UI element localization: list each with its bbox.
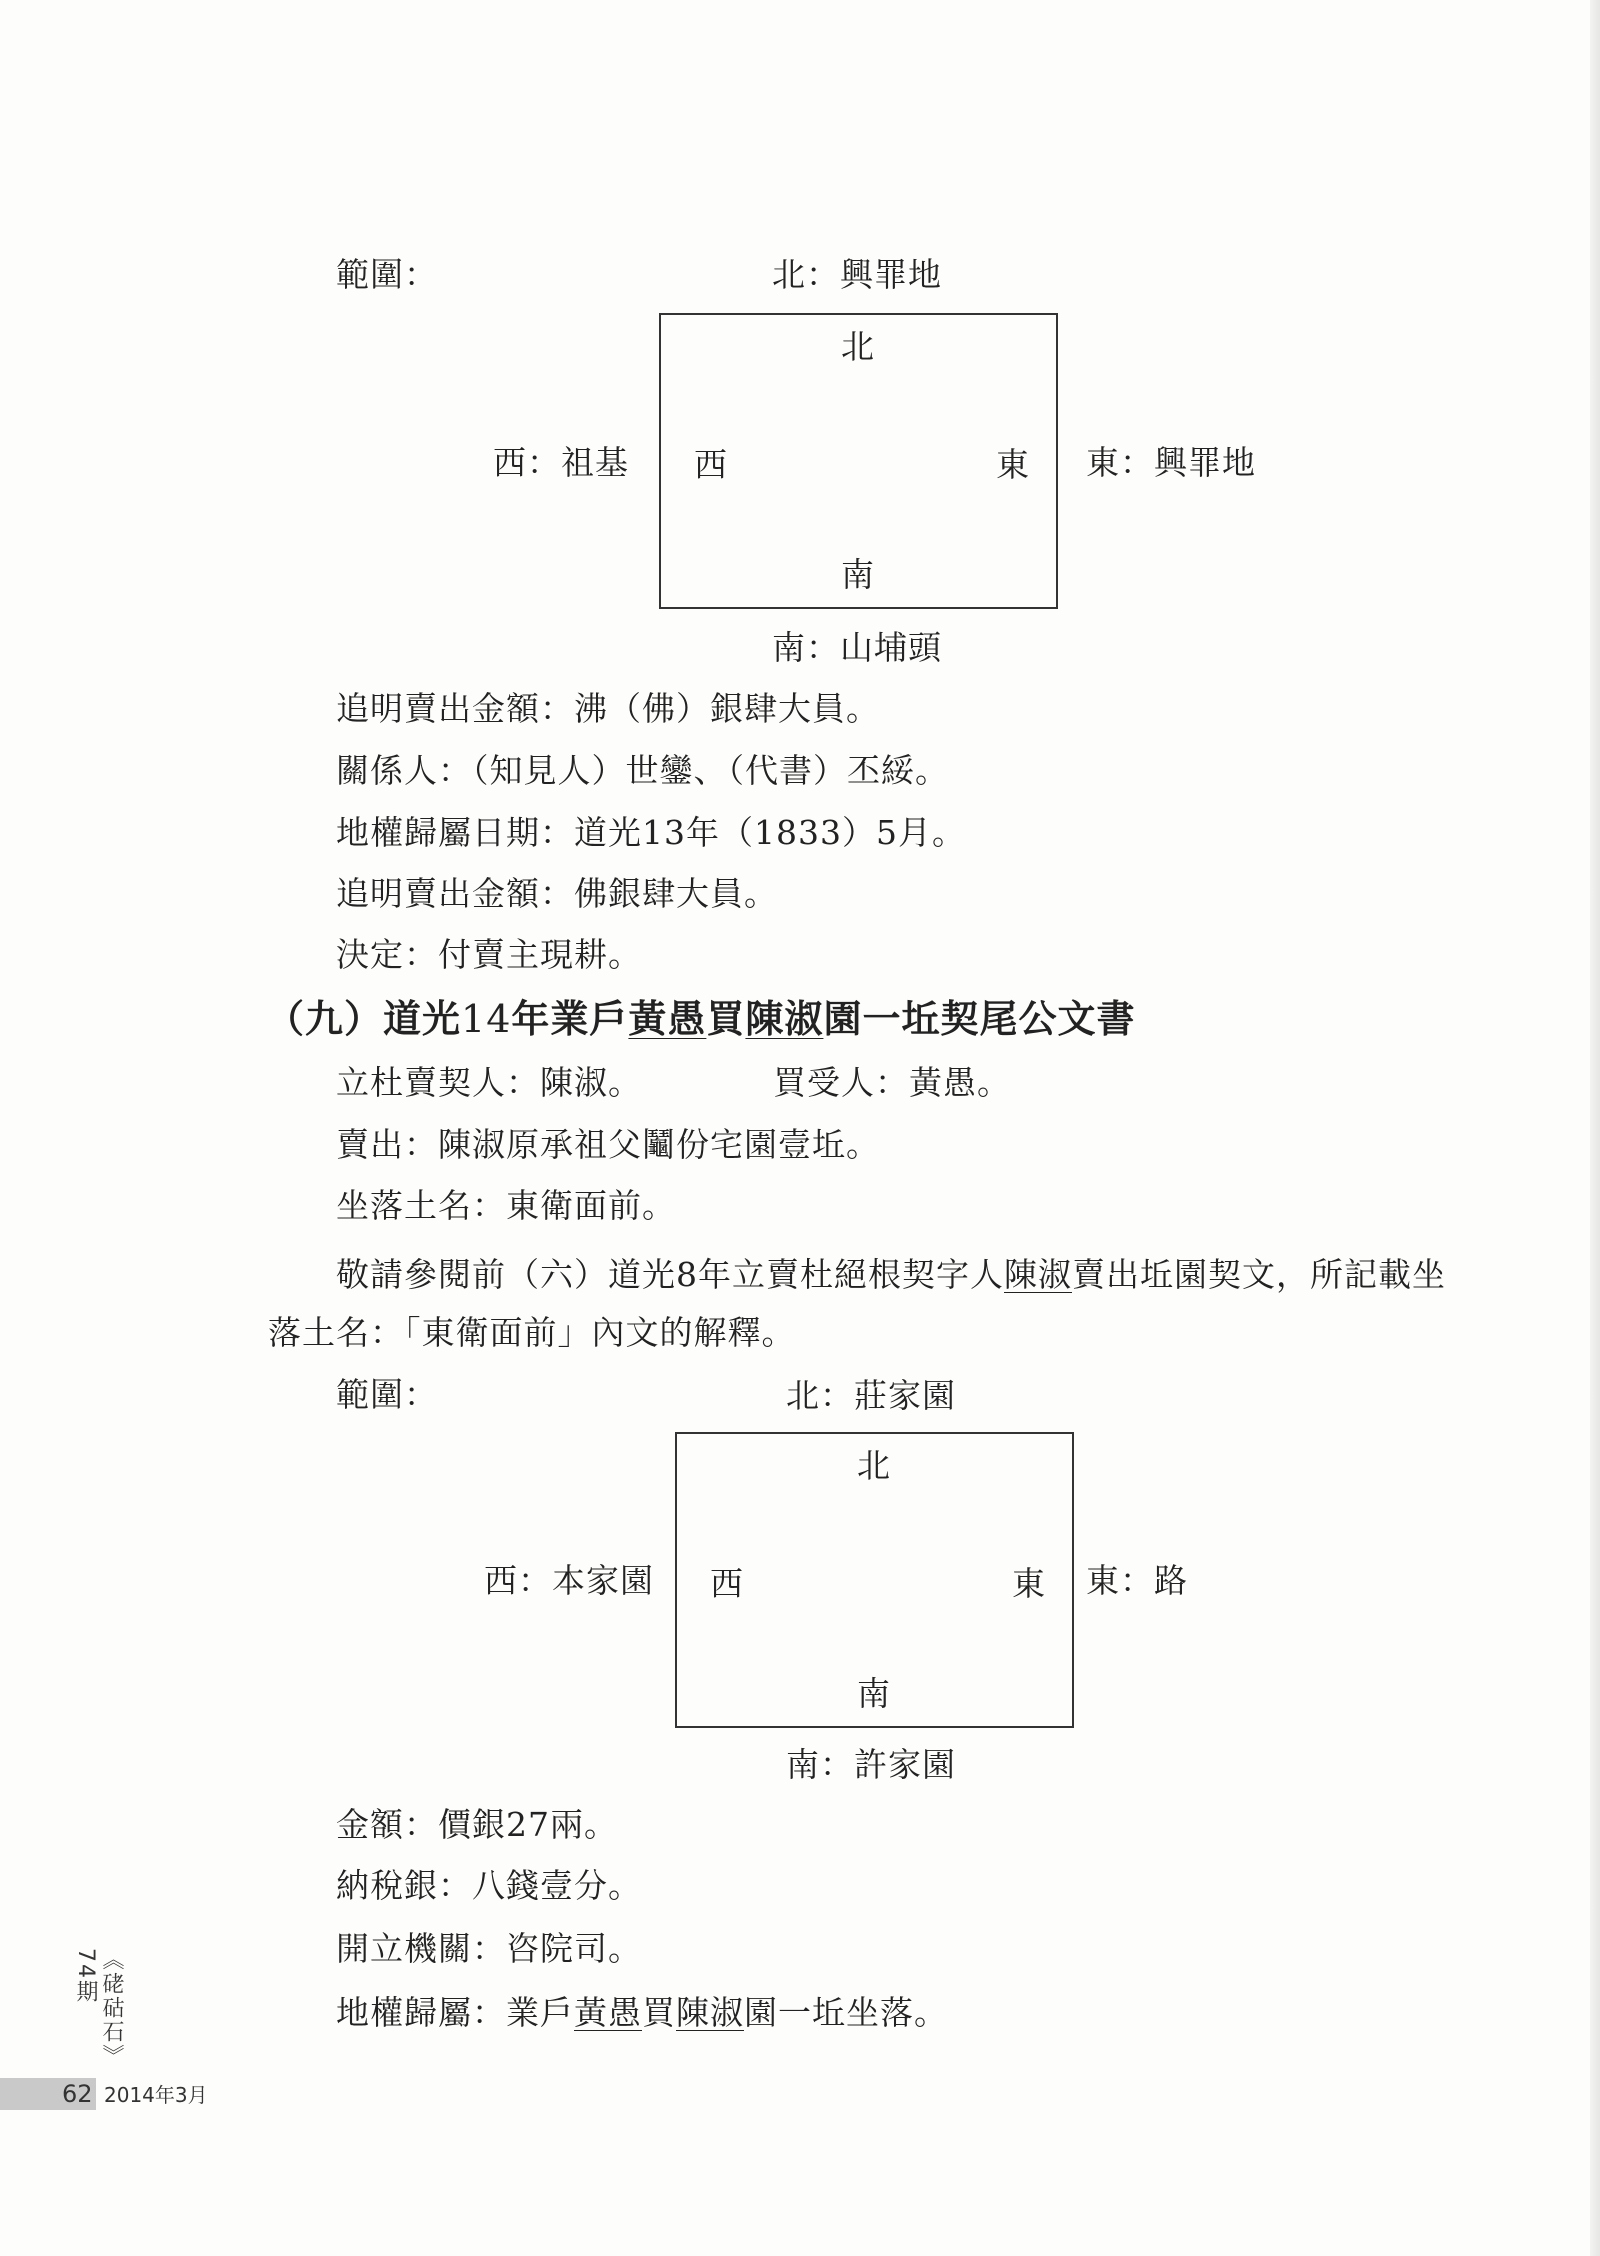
location-line: 坐落土名：東衛面前。 xyxy=(336,1186,676,1225)
inner-east-2: 東 xyxy=(1012,1564,1045,1603)
page-edge-shadow xyxy=(1590,0,1600,2256)
last-name1: 黃愚 xyxy=(574,1993,642,2032)
text-line: 決定：付賣主現耕。 xyxy=(336,935,642,974)
south-boundary-1: 南：山埔頭 xyxy=(772,628,942,667)
west-boundary-2: 西：本家園 xyxy=(484,1561,654,1600)
sold-line: 賣出：陳淑原承祖父鬮份宅園壹坵。 xyxy=(336,1125,880,1164)
text-line: 追明賣出金額：沸（佛）銀肆大員。 xyxy=(336,689,880,728)
heading-year: 14 xyxy=(461,997,512,1041)
heading-prefix: （九）道光 xyxy=(266,997,462,1041)
last-name2: 陳淑 xyxy=(676,1993,744,2032)
para-part2: 賣出坵園契文，所記載坐 xyxy=(1072,1255,1446,1294)
inner-south-2: 南 xyxy=(857,1674,890,1713)
last-line xyxy=(336,1993,948,2033)
paragraph-line-2: 落土名：「東衛面前」內文的解釋。 xyxy=(268,1313,796,1352)
east-boundary-1: 東：興罪地 xyxy=(1086,443,1256,482)
buyer-line: 買受人：黃愚。 xyxy=(773,1063,1011,1102)
last-suffix: 園一坵坐落。 xyxy=(744,1993,948,2032)
issue-date: 2014年3月 xyxy=(104,2083,208,2107)
text-line: 追明賣出金額：佛銀肆大員。 xyxy=(336,874,778,913)
text-line: 開立機關：咨院司。 xyxy=(336,1929,642,1968)
heading-suffix: 園一坵契尾公文書 xyxy=(823,997,1136,1041)
paragraph-line-1 xyxy=(336,1255,1446,1295)
inner-west-2: 西 xyxy=(710,1564,743,1603)
plot-diagram-2 xyxy=(675,1432,1074,1728)
heading-mid: 年業戶 xyxy=(511,997,629,1041)
last-buy: 買 xyxy=(642,1993,676,2032)
text-line: 納稅銀：八錢壹分。 xyxy=(336,1866,642,1905)
heading-name2: 陳淑 xyxy=(745,997,824,1041)
last-prefix: 地權歸屬：業戶 xyxy=(336,1993,574,2032)
section-heading-nine xyxy=(266,995,1135,1043)
inner-north-2: 北 xyxy=(857,1446,890,1485)
range-label-1: 範圍： xyxy=(336,255,438,294)
inner-north-1: 北 xyxy=(841,327,874,366)
east-boundary-2: 東：路 xyxy=(1086,1561,1188,1600)
para-name: 陳淑 xyxy=(1004,1255,1072,1294)
text-line: 金額：價銀27兩。 xyxy=(336,1805,618,1844)
inner-east-1: 東 xyxy=(996,445,1029,484)
page-number: 62 xyxy=(62,2080,93,2108)
north-boundary-2: 北：莊家園 xyxy=(786,1376,956,1415)
south-boundary-2: 南：許家園 xyxy=(786,1745,956,1784)
north-boundary-1: 北：興罪地 xyxy=(772,255,942,294)
range-label-2: 範圍： xyxy=(336,1375,438,1414)
west-boundary-1: 西：祖基 xyxy=(493,443,629,482)
seller-line: 立杜賣契人：陳淑。 xyxy=(336,1063,642,1102)
text-line: 關係人：（知見人）世鑾、（代書）丕綏。 xyxy=(336,751,949,790)
text-line: 地權歸屬日期：道光13年（1833）5月。 xyxy=(336,813,966,852)
inner-south-1: 南 xyxy=(841,555,874,594)
journal-title: 《硓𥑮石》74期 xyxy=(73,1948,124,2068)
plot-diagram-1 xyxy=(659,313,1058,609)
heading-name1: 黃愚 xyxy=(628,997,707,1041)
inner-west-1: 西 xyxy=(694,445,727,484)
heading-buy: 買 xyxy=(706,997,746,1041)
para-part1: 敬請參閱前（六）道光8年立賣杜絕根契字人 xyxy=(336,1255,1004,1294)
